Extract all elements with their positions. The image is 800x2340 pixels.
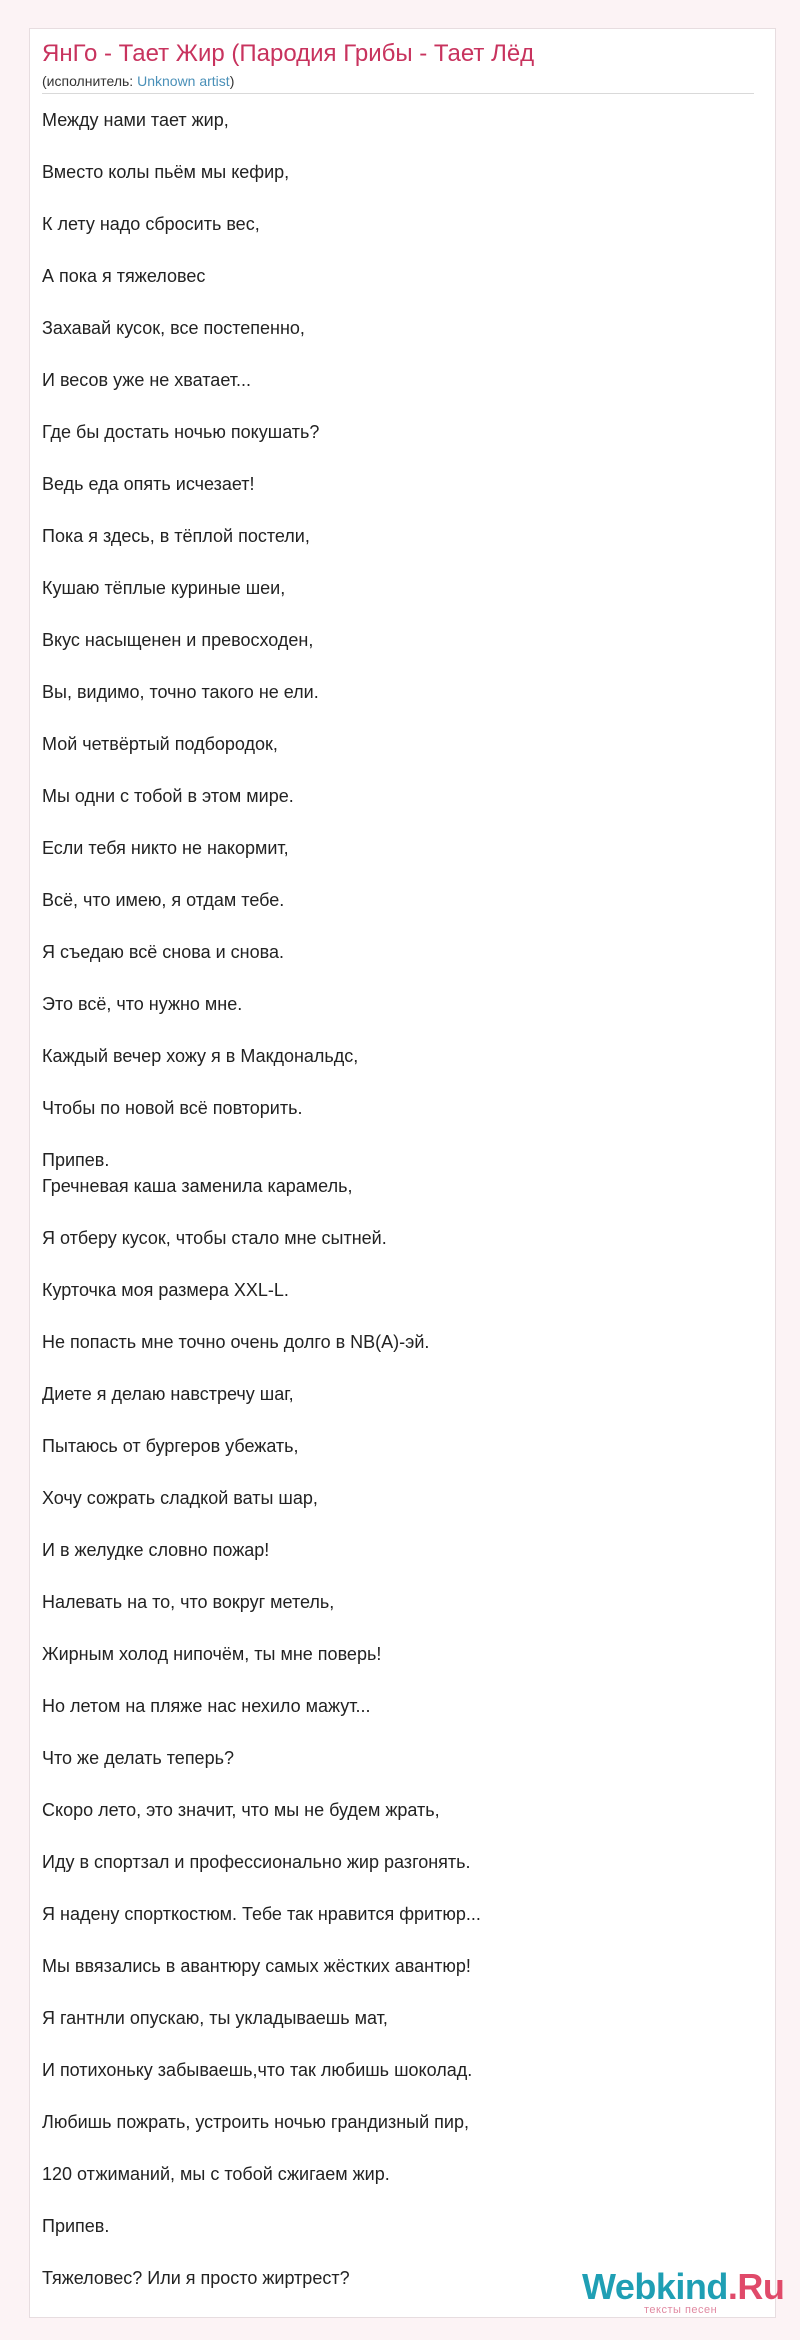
lyric-line: Скоро лето, это значит, что мы не будем жрать, — [42, 1800, 440, 1820]
lyric-line: Иду в спортзал и профессионально жир разгонять. — [42, 1852, 471, 1872]
lyric-line: Вы, видимо, точно такого не ели. — [42, 682, 319, 702]
lyric-line: Не попасть мне точно очень долго в NB(A)-эй. — [42, 1332, 430, 1352]
logo-part-domain: .Ru — [727, 2266, 785, 2307]
logo-part-main: Webkind — [582, 2266, 728, 2307]
lyric-line: Любишь пожрать, устроить ночью грандизный пир, — [42, 2112, 469, 2132]
lyric-line: Мой четвёртый подбородок, — [42, 734, 278, 754]
artist-prefix: (исполнитель: — [42, 73, 138, 89]
artist-link[interactable]: Unknown artist — [137, 73, 230, 89]
logo-text — [582, 2267, 784, 2307]
chorus-label: Припев. — [42, 2216, 110, 2236]
artist-line — [42, 72, 234, 90]
lyric-line: Но летом на пляже нас нехило мажут... — [42, 1696, 371, 1716]
artist-suffix: ) — [229, 73, 235, 89]
lyric-line: Мы одни с тобой в этом мире. — [42, 786, 294, 806]
lyric-line: Кушаю тёплые куриные шеи, — [42, 578, 286, 598]
lyric-line: Налевать на то, что вокруг метель, — [42, 1592, 335, 1612]
lyric-line: Тяжеловес? Или я просто жиртрест? — [42, 2268, 350, 2288]
lyric-line: Жирным холод нипочём, ты мне поверь! — [42, 1644, 382, 1664]
lyric-line: Вкус насыщенен и превосходен, — [42, 630, 314, 650]
lyric-line: К лету надо сбросить вес, — [42, 214, 260, 234]
webkind-logo[interactable] — [582, 2266, 785, 2319]
song-title: ЯнГо - Тает Жир (Пародия Грибы - Тает Лёд — [42, 40, 535, 67]
lyric-line: Я отберу кусок, чтобы стало мне сытней. — [42, 1228, 387, 1248]
lyric-line: Где бы достать ночью покушать? — [42, 422, 320, 442]
lyric-line: Если тебя никто не накормит, — [42, 838, 289, 858]
lyric-line: Это всё, что нужно мне. — [42, 994, 243, 1014]
lyric-line: И потихоньку забываешь,что так любишь шоколад. — [42, 2060, 473, 2080]
lyric-line: Чтобы по новой всё повторить. — [42, 1098, 303, 1118]
lyric-line: Пытаюсь от бургеров убежать, — [42, 1436, 299, 1456]
lyric-line: Что же делать теперь? — [42, 1748, 234, 1768]
lyric-line: 120 отжиманий, мы с тобой сжигаем жир. — [42, 2164, 390, 2184]
lyric-line: Вместо колы пьём мы кефир, — [42, 162, 290, 182]
lyric-line: Я гантнли опускаю, ты укладываешь мат, — [42, 2008, 388, 2028]
lyric-line: Захавай кусок, все постепенно, — [42, 318, 305, 338]
chorus-label: Припев. — [42, 1150, 110, 1170]
logo-tagline: тексты песен — [644, 2304, 718, 2316]
lyric-line: И весов уже не хватает... — [42, 370, 251, 390]
lyric-line: Хочу сожрать сладкой ваты шар, — [42, 1488, 318, 1508]
lyric-line: Курточка моя размера XXL-L. — [42, 1280, 289, 1300]
lyric-line: Я надену спорткостюм. Тебе так нравится фритюр... — [42, 1904, 481, 1924]
lyric-line: Диете я делаю навстречу шаг, — [42, 1384, 294, 1404]
lyric-line: А пока я тяжеловес — [42, 266, 206, 286]
lyric-line: Ведь еда опять исчезает! — [42, 474, 255, 494]
lyrics-body — [42, 107, 762, 2291]
lyric-line: Каждый вечер хожу я в Макдональдс, — [42, 1046, 359, 1066]
lyric-line: И в желудке словно пожар! — [42, 1540, 270, 1560]
lyric-line: Пока я здесь, в тёплой постели, — [42, 526, 310, 546]
lyric-line: Между нами тает жир, — [42, 110, 229, 130]
lyric-line: Я съедаю всё снова и снова. — [42, 942, 284, 962]
lyric-line: Всё, что имею, я отдам тебе. — [42, 890, 285, 910]
header-divider — [42, 93, 754, 94]
lyric-line: Гречневая каша заменила карамель, — [42, 1176, 353, 1196]
lyric-line: Мы ввязались в авантюру самых жёстких авантюр! — [42, 1956, 471, 1976]
